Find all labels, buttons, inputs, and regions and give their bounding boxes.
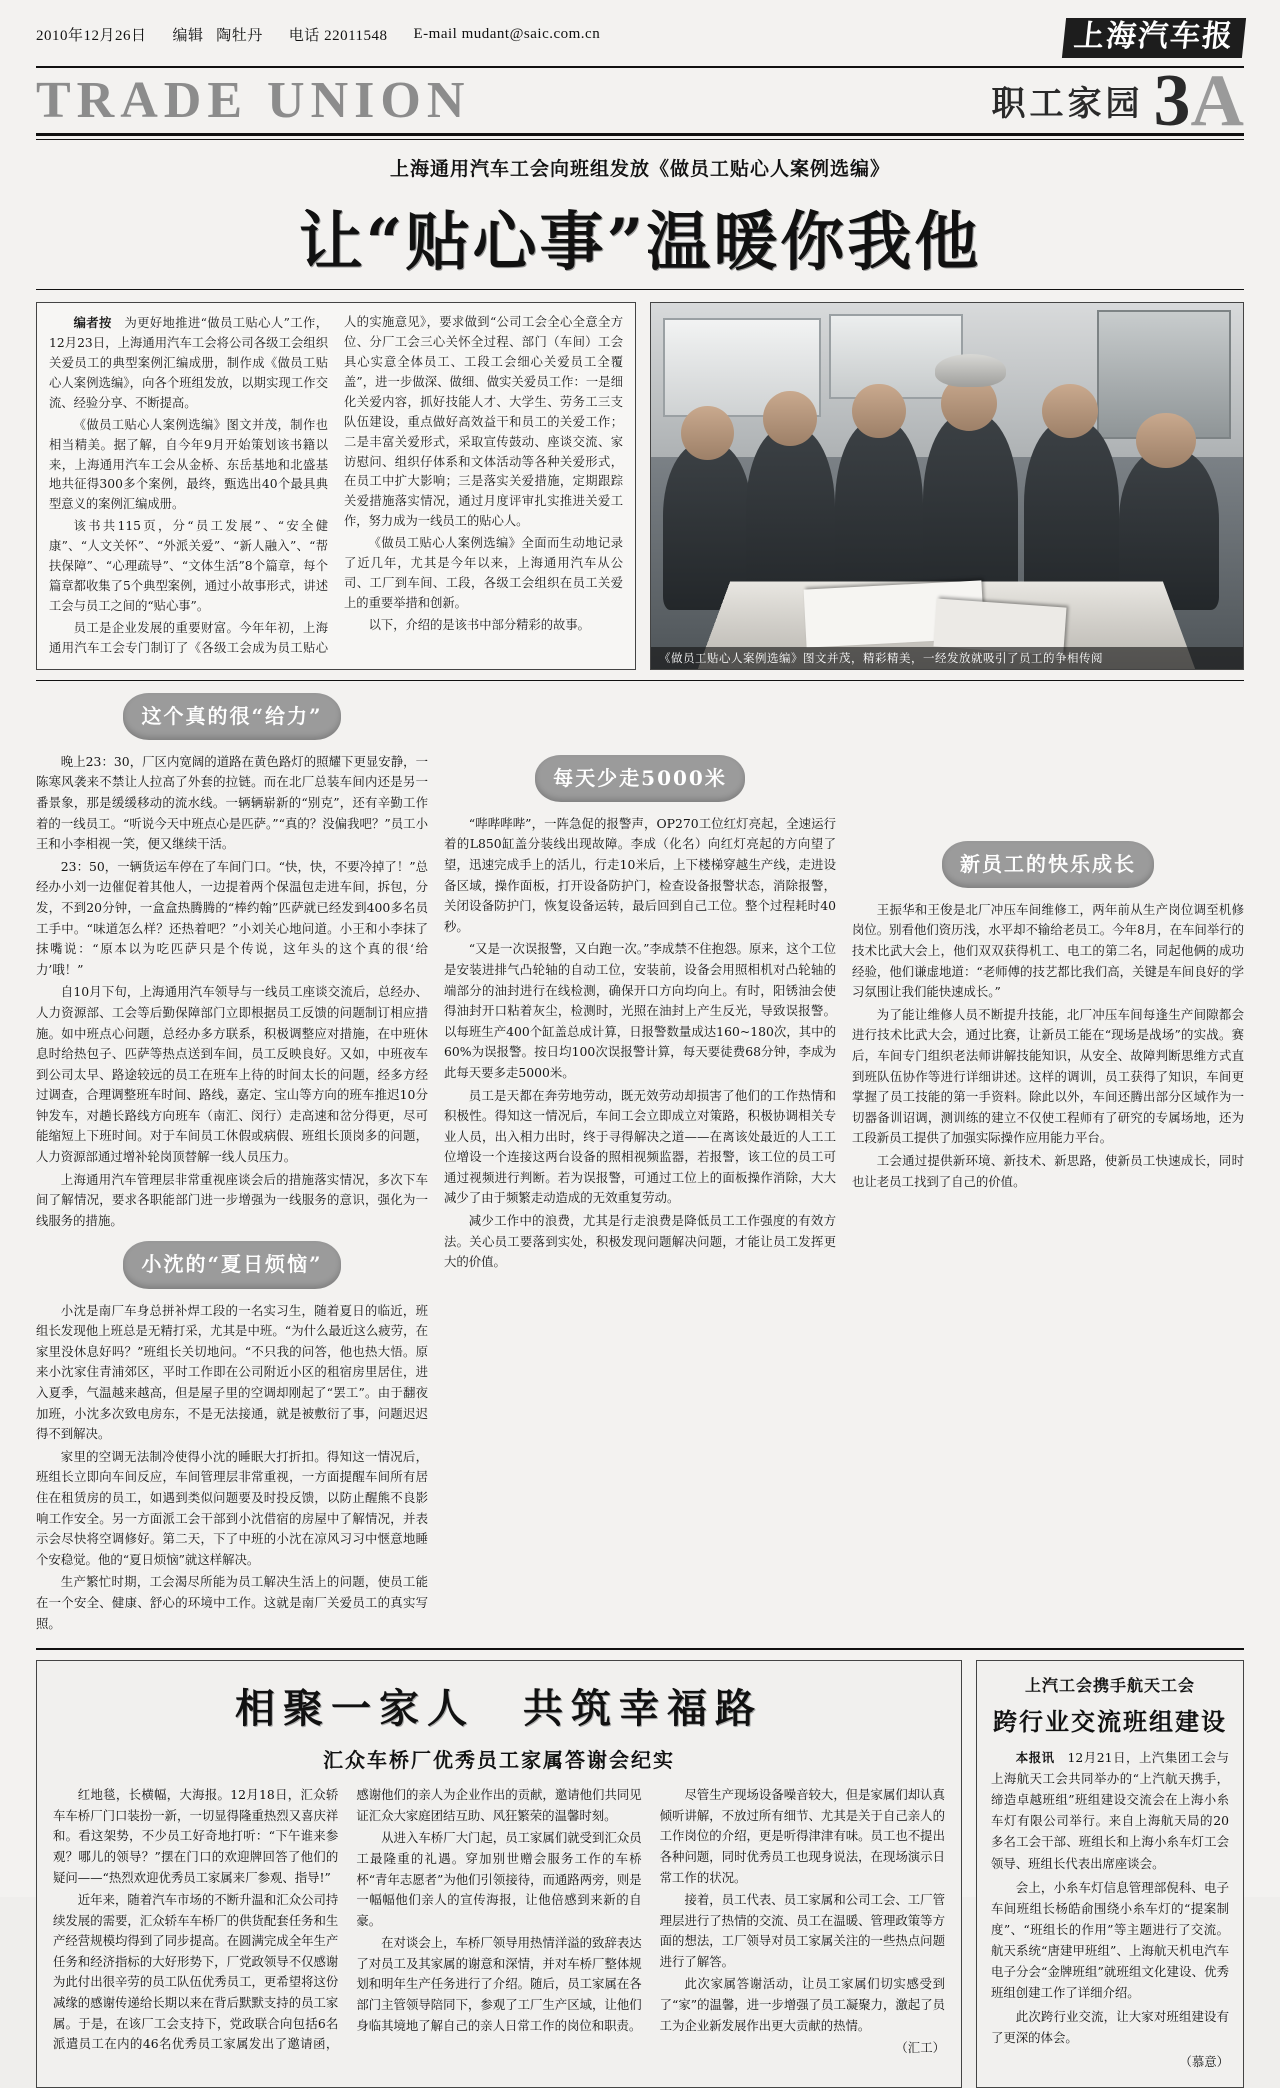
dateline-label: 本报讯 xyxy=(1015,1750,1055,1766)
paper-logo xyxy=(1064,18,1244,58)
body-paragraph: 为了能让维修人员不断提升技能，北厂冲压车间每逢生产间隙都会进行技术比武大会，通过比赛，让新员工能在“现场是战场”的实战。赛后，车间专门组织老法师讲解技能知识，从安全、故障判断思维方式直到班队伍协作等进行详细讲述。这样的调训，员工获得了知识，车间更掌握了员工技能的第一手资料。除此以外，车间还腾出部分区域作为一切器备训诏调，测训练的建立不仅使工程师有了研究的专属场地，还为工段新员工提供了加强实际操作应用能力平台。 xyxy=(852,1006,1244,1146)
body-paragraph: “又是一次误报警，又白跑一次。”李成禁不住抱怨。原来，这个工位是安装进排气凸轮轴的自动工位，安装前，设备会用照相机对凸轮轴的端部分的油封进行在线检测，确保开口方向均向上。有时，阳锈油会使得油封开口粘着灰尘，检测时，光照在油封上产生反光，导致误报警。以每班生产400个缸盖总成计算，日报警数量成达160~180次，其中的60%为误报警。按日均100次误报警计算，每天要徒费68分钟，李成为此每天要多走5000米。 xyxy=(444,941,836,1080)
bottom-section xyxy=(36,1660,1244,2088)
masthead xyxy=(36,18,1244,58)
column-1 xyxy=(36,691,428,1637)
editor-note xyxy=(36,302,636,669)
byline: （慕意） xyxy=(1179,2054,1229,2070)
paper-name: 上海汽车报 xyxy=(1062,18,1246,58)
editor-note-label: 编者按 xyxy=(73,315,112,331)
page-number-letter: A xyxy=(1190,60,1244,142)
bottom-article-title: 相聚一家人 共筑幸福路 xyxy=(235,1685,763,1733)
body-paragraph: 此次跨行业交流，让大家对班组建设有了更深的体会。 xyxy=(991,2009,1229,2046)
editor-note-paragraph: 《做员工贴心人案例选编》全面而生动地记录了近几年，尤其是今年以来，上海通用汽车从公司、工厂到车间、工段，各级工会组织在员工关爱上的重要举措和创新。 xyxy=(344,536,623,610)
phone-number: 22011548 xyxy=(324,28,388,44)
editor-note-paragraph xyxy=(49,313,328,414)
editor-info xyxy=(173,24,263,45)
body-paragraph: 王振华和王俊是北厂冲压车间维修工，两年前从生产岗位调至机修岗位。别看他们资历浅，水平却不输给老员工。今年8月，在车间举行的技术比武大会上，他们双双获得机工、电工的第二名，同起他俩的成功经验，他们谦虚地道：“老师傅的技艺都比我们高，关键是车间良好的学习氛围让我们能快速成长。” xyxy=(852,901,1244,1000)
phone-info xyxy=(289,24,388,45)
photo-caption: 《做员工贴心人案例选编》图文并茂，精彩精美，一经发放就吸引了员工的争相传阅 xyxy=(651,647,1243,669)
column-2 xyxy=(444,691,836,1637)
body-paragraph: 员工是天都在奔劳地劳动，既无效劳动却损害了他们的工作热情和积极性。得知这一情况后，车间工会立即成立对策路，积极协调相关专业人员，出入相力出时，终于寻得解决之道——在离该处最近的人工工位增设一个连接这两台设备的照相视频监器，若报警，该工位的员工可通过视频进行判断。若为误报警，可通过工位上的面板操作消除，大大减少了由于频繁走动造成的无效重复劳动。 xyxy=(444,1087,836,1206)
column-3 xyxy=(852,691,1244,1637)
body-paragraph: 会上，小糸车灯信息管理部倪科、电子车间班组长杨皓俞围绕小糸车灯的“提案制度”、“班组长的作用”等主题进行了交流。航天系统“唐建甲班组”、上海航天机电汽车电子分会“金牌班组”就班组文化建设、优秀班组创建工作了详细介绍。 xyxy=(991,1879,1229,2000)
divider xyxy=(36,139,1244,140)
bottom-article-subtitle: 汇众车桥厂优秀员工家属答谢会纪实 xyxy=(323,1748,675,1773)
subheading-2: 小沈的“夏日烦恼” xyxy=(123,1241,340,1288)
page-number xyxy=(1153,60,1244,142)
body-paragraph: 尽管生产现场设备噪音较大，但是家属们却认真倾听讲解，不放过所有细节、尤其是关于自己亲人的工作岗位的介绍，更是听得津津有味。员工也不提出各种问题，同时优秀员工也现身说法，在现场演示日常工作的状况。 xyxy=(659,1787,945,1885)
sidebar-kicker: 上汽工会携手航天工会 xyxy=(1024,1676,1195,1696)
article-kicker: 上海通用汽车工会向班组发放《做员工贴心人案例选编》 xyxy=(389,158,890,181)
divider xyxy=(36,133,1244,136)
email-info xyxy=(414,26,601,43)
body-paragraph: 小沈是南厂车身总拼补焊工段的一名实习生，随着夏日的临近，班组长发现他上班总是无精打采，尤其是中班。“为什么最近这么疲劳，在家里没休息好吗？”班组长关切地问。“不只我的问答，他也热大悟。原来小沈家住青浦郊区，平时工作即在公司附近小区的租宿房里居住，进入夏季，气温越来越高，但是屋子里的空调却刚起了“罢工”。由于翻夜加班，小沈多次致电房东，不是无法接通，就是被敷衍了事，问题迟迟得不到解决。 xyxy=(36,1302,428,1442)
sidebar-body xyxy=(991,1747,1229,2072)
section-title-en: TRADE UNION xyxy=(36,72,471,130)
body-paragraph: 接着，员工代表、员工家属和公司工会、工厂管理层进行了热情的交流、员工在温暖、管理政策等方面的想法，工厂领导对员工家属关注的一些热点问题进行了解答。 xyxy=(659,1892,945,1969)
lead-photo xyxy=(650,302,1244,669)
divider xyxy=(36,289,1244,290)
body-paragraph: 近年来，随着汽车市场的不断升温和汇众公司持续发展的需要，汇众轿车车桥厂的供货配套任务和生产经营规模均得到了同步提高。在圆满完成全年生产任务和经济指标的大好形势下，厂党政领导不仅感谢为此付出很辛劳的员工队伍优秀员工，更希望将这份减缘的感谢传递给长期以来在背后默默支持的员工家属。于是，在该厂工会支持下，党政联合向包括6名派遣员工在内的46名优秀员工家属发出了邀请函，感谢他们的亲人为企业作出的贡献，邀请他们共同见证汇众大家庭团结互助、风狂繁荣的温馨时刻。 xyxy=(53,1787,642,2052)
divider xyxy=(36,680,1244,681)
section-title-cn: 职工家园 xyxy=(991,84,1144,125)
section-header xyxy=(36,60,1244,142)
body-paragraph: 自10月下旬，上海通用汽车领导与一线员工座谈交流后，总经办、人力资源部、工会等后勤保障部门立即根据员工反馈的问题制订相应措施。如中班点心问题，总经办多方联系，积极调整应对措施，在中班休息时给热包子、匹萨等热点送到车间，员工反映良好。又如，中班夜车到公司太早、路途较远的员工在班车上待的时间太长的问题，经多方经过调查，合理调整班车时间、路线，嘉定、宝山等方向的班车推迟10分钟发车，对趟长路线方向班车（南汇、闵行）走高速和岔分得更，尽可能缩短上下班时间。对于车间员工休假或病假、班组长顶岗多的问题，人力资源部通过增补轮岗顶替解一线人员压力。 xyxy=(36,984,428,1165)
body-paragraph: 晚上23：30，厂区内宽阔的道路在黄色路灯的照耀下更显安静，一陈寒风袭来不禁让人拉高了外套的拉链。而在北厂总装车间内还是另一番景象，那是缓缓移动的流水线。一辆辆崭新的“别克”，还有辛勤工作着的一线员工。“听说今天中班点心是匹萨。”“真的？没偏我吧？”员工小王和小李相视一笑，便又继续干活。 xyxy=(36,753,428,852)
page-number-digit: 3 xyxy=(1153,60,1191,142)
body-paragraph: 工会通过提供新环境、新技术、新思路，使新员工快速成长，同时也让老员工找到了自己的价值。 xyxy=(852,1152,1244,1189)
body-paragraph: 23：50，一辆货运车停在了车间门口。“快，快，不要冷掉了！”总经办小刘一边催促着其他人，一边提着两个保温包走进车间，拆包，分发，不到20分钟，一盒盒热腾腾的“棒约翰”匹萨就已经发到400多名员工手中。“味道怎么样？还热着吧？”小刘关心地问道。小王和小李抹了抹嘴说：“原本以为吃匹萨只是个传说，这年头的这个真的很‘给力’哦！” xyxy=(36,858,428,977)
editor-label: 编辑 xyxy=(172,28,204,44)
body-paragraph: 家里的空调无法制冷使得小沈的睡眠大打折扣。得知这一情况后，班组长立即向车间反应，车间管理层非常重视，一方面提醒车间所有居住在租赁房的员工，如遇到类似问题要及时投反馈，以防止醒熊不良影响工作安全。另一方面派工会干部到小沈借宿的房屋中了解情况，并表示会尽快将空调修好。第二天，下了中班的小沈在凉风习习中惬意地睡个安稳觉。他的“夏日烦恼”就这样解决。 xyxy=(36,1448,428,1567)
article-columns xyxy=(36,691,1244,1637)
phone-label: 电话 xyxy=(288,28,320,44)
email-label: E-mail xyxy=(413,26,458,42)
body-paragraph: 此次家属答谢活动，让员工家属们切实感受到了“家”的温馨，进一步增强了员工凝聚力，激起了员工为企业新发展作出更大贡献的热情。 xyxy=(659,1976,945,2033)
editor-note-paragraph: 以下，介绍的是该书中部分精彩的故事。 xyxy=(368,617,590,632)
body-paragraph: 在对谈会上，车桥厂领导用热情洋溢的致辞表达了对员工及其家属的谢意和深情，并对车桥厂整体规划和明年生产任务进行了介绍。随后，员工家属在各部门主管领导陪同下，参观了工厂生产区域，让他们身临其境地了解自己的亲人日常工作的岗位和职责。 xyxy=(356,1935,642,2033)
article-headline: 让“贴心事”温暖你我他 xyxy=(298,205,982,281)
sidebar-title: 跨行业交流班组建设 xyxy=(993,1707,1227,1737)
editor-note-text: 为更好地推进“做员工贴心人”工作，12月23日，上海通用汽车工会将公司各级工会组织关爱员工的典型案例汇编成册，制作成《做员工贴心人案例选编》，向各个班组发放，以期实现工作交流、经验分享、不断提高。 xyxy=(49,316,328,410)
byline: （汇工） xyxy=(895,2040,945,2056)
section-right xyxy=(991,60,1244,142)
body-paragraph: 生产繁忙时期，工会渴尽所能为员工解决生活上的问题，使员工能在一个安全、健康、舒心的环境中工作。这就是南厂关爱员工的真实写照。 xyxy=(36,1574,428,1631)
lead-section xyxy=(36,302,1244,669)
divider xyxy=(36,1648,1244,1650)
editor-note-paragraph: 员工是企业发展的重要财富。今年年初，上海通用汽车工会专门制订了《各级工会成为员工贴心人的实施意见》，要求做到“公司工会全心全意全方位、分厂工会三心关怀全过程、部门（车间）工会具心实意全体员工、工段工会细心关爱员工全覆盖”，进一步做深、做细、做实关爱员工作：一是细化关爱内容，抓好技能人才、大学生、劳务工三支队伍建设，重点做好高效益干和员工的关爱工作；二是丰富关爱形式，采取宣传鼓动、座谈交流、家访慰问、组织仔体系和文体活动等各种关爱形式，在员工中扩大影响；三是落实关爱措施，定期跟踪关爱措施落实情况，通过月度评审扎实推进关爱工作，努力成为一线员工的贴心人。 xyxy=(49,315,623,655)
body-paragraph: 红地毯，长横幅，大海报。12月18日，汇众轿车车桥厂门口装扮一新，一切显得隆重热烈又喜庆祥和。看这架势，不少员工好奇地打听：“下午谁来参观？哪儿的领导？”摆在门口的欢迎牌回答了他们的疑问——“热烈欢迎优秀员工家属来厂参观、指导!” xyxy=(53,1787,339,1885)
body-paragraph: 上海通用汽车管理层非常重视座谈会后的措施落实情况，多次下车间了解情况，要求各职能部门进一步增强为一线服务的意识，强化为一线服务的措施。 xyxy=(36,1171,428,1228)
subheading-4: 新员工的快乐成长 xyxy=(942,841,1154,888)
subheading-1: 这个真的很“给力” xyxy=(123,693,340,740)
body-paragraph: 减少工作中的浪费，尤其是行走浪费是降低员工工作强度的有效方法。关心员工要落到实处，积极发现问题解决问题，才能让员工发挥更大的价值。 xyxy=(444,1213,836,1270)
photo-illustration xyxy=(651,303,1243,668)
subheading-3: 每天少走5000米 xyxy=(535,755,745,802)
bottom-article xyxy=(36,1660,962,2088)
body-text: 12月21日，上汽集团工会与上海航天工会共同举办的“上汽航天携手，缔造卓越班组”班组建设交流会在上海小糸车灯有限公司举行。来自上海航天局的20多名工会干部、班组长和上海小糸车灯工会领导、班组长代表出席座谈会。 xyxy=(991,1750,1229,1871)
email-address: mudant@saic.com.cn xyxy=(461,26,601,42)
editor-note-paragraph: 《做员工贴心人案例选编》图文并茂，制作也相当精美。据了解，自今年9月开始策划该书籍以来，上海通用汽车工会从金桥、东岳基地和北盛基地共征得300多个案例，最终，甄选出40个最具典型意义的案例汇编成册。 xyxy=(49,417,328,512)
editor-name: 陶牡丹 xyxy=(216,28,263,44)
body-paragraph xyxy=(991,1747,1229,1873)
body-paragraph: “哔哔哔哔”，一阵急促的报警声，OP270工位红灯亮起，全速运行着的L850缸盖分装线出现故障。李成（化名）向红灯亮起的方向望了望，迅速完成手上的活儿，行走10米后，上下楼梯穿越生产线，走进设备区域，操作面板，打开设备防护门，检查设备报警状态，消除报警，关闭设备防护门，恢复设备运转，最后回到自己工位。整个过程耗时40秒。 xyxy=(444,815,836,934)
editor-note-paragraph: 该书共115页，分“员工发展”、“安全健康”、“人文关怀”、“外派关爱”、“新人融入”、“帮扶保障”、“心理疏导”、“文体生活”8个篇章，每个篇章都收集了5个典型案例，通过小故事形式，讲述工会与员工之间的“贴心事”。 xyxy=(49,519,328,613)
sidebar-article xyxy=(976,1660,1244,2088)
masthead-info xyxy=(36,18,600,45)
bottom-article-body xyxy=(53,1785,945,2059)
editor-note-body xyxy=(49,313,623,658)
body-paragraph: 从进入车桥厂大门起，员工家属们就受到汇众员工最隆重的礼遇。穿加别世赠会服务工作的车桥杯“青年志愿者”为他们引领接待，而通路两旁，则是一幅幅他们亲人的宣传海报，让他倍感到来新的自豪。 xyxy=(356,1830,642,1928)
publication-date: 2010年12月26日 xyxy=(36,28,147,44)
